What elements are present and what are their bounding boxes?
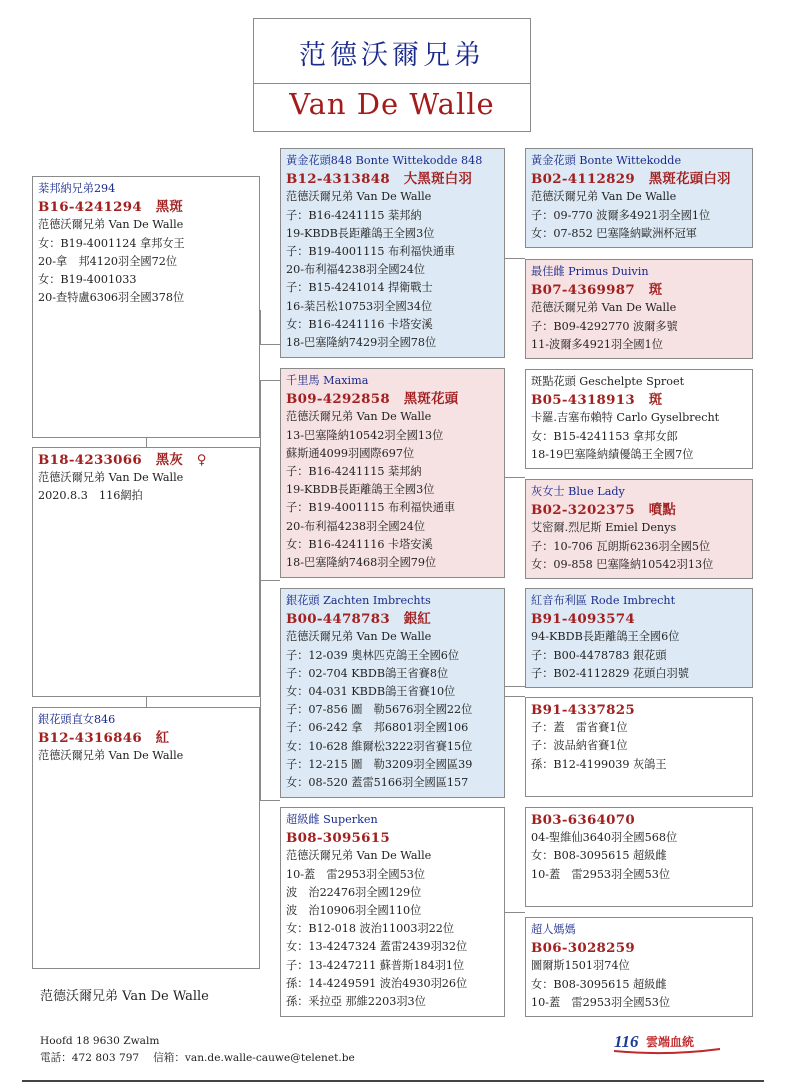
bottom-rule xyxy=(22,1080,764,1082)
connector-dam-dd xyxy=(260,800,280,801)
footer-contact xyxy=(40,1033,355,1067)
dd-line: 波 治10906羽全國110位 xyxy=(286,904,422,918)
connector-sd-stem xyxy=(260,380,261,580)
ddd-ring: B06-3028259 xyxy=(531,940,636,957)
ds-line: 女：04-031 KBDB鴿王省賽10位 xyxy=(286,685,456,699)
ssd-card xyxy=(525,259,753,359)
sd-line: 20-布利福4238羽全國24位 xyxy=(286,519,426,533)
dss-name: 紅音布利區 Rode Imbrecht xyxy=(531,594,676,607)
sd-line: 19-KBDB長距離鴿王全國3位 xyxy=(286,483,435,497)
subject-ring: B18-4233066 黑灰 ♀ xyxy=(38,452,207,468)
ss-line: 20-布利福4238羽全國24位 xyxy=(286,263,426,277)
sd-ring: B09-4292858 黑斑花頭 xyxy=(286,391,459,408)
connector-sire-subject xyxy=(146,437,147,447)
dd-line: 女：13-4247324 蓋雷2439羽32位 xyxy=(286,940,468,954)
subject-card xyxy=(32,447,260,697)
sd-name: 千里馬 Maxima xyxy=(286,374,369,387)
connector-ds-dsd xyxy=(505,696,525,697)
connector-sd-sdd xyxy=(505,477,525,478)
ds-ring: B00-4478783 銀紅 xyxy=(286,611,432,628)
subject-breeder: 范德沃爾兄弟 Van De Walle xyxy=(38,471,184,485)
connector-sire-ss xyxy=(260,344,280,345)
ss-line: 女：B16-4241116 卡塔安溪 xyxy=(286,317,433,331)
sire-line: 女：B19-4001124 拿邦女王 xyxy=(38,236,185,250)
dsd-card xyxy=(525,697,753,797)
title-english: Van De Walle xyxy=(289,87,495,121)
ds-line: 子：12-039 奧林匹克鴿王全國6位 xyxy=(286,648,460,662)
title-chinese: 范德沃爾兄弟 xyxy=(299,40,485,71)
sdd-ring: B02-3202375 噴點 xyxy=(531,502,677,519)
sss-name: 黃金花頭 Bonte Wittekodde xyxy=(531,154,682,167)
dd-line: 波 治22476羽全國129位 xyxy=(286,885,422,899)
ss-line: 范德沃爾兄弟 Van De Walle xyxy=(286,190,432,204)
ssd-line: 范德沃爾兄弟 Van De Walle xyxy=(531,301,677,315)
connector-ss-ssd xyxy=(505,258,525,259)
ss-line: 16-棻呂松10753羽全國34位 xyxy=(286,299,433,313)
dd-line: 子：13-4247211 蘇普斯184羽1位 xyxy=(286,958,465,972)
title-divider xyxy=(254,83,530,84)
sire-line: 范德沃爾兄弟 Van De Walle xyxy=(38,218,184,232)
dd-card xyxy=(280,807,505,1017)
sdd-line: 子：10-706 瓦朗斯6236羽全國5位 xyxy=(531,539,711,553)
logo-graphic xyxy=(612,1030,722,1056)
ds-line: 子：12-215 圖 勒3209羽全國區39 xyxy=(286,757,473,771)
ss-name: 黃金花頭848 Bonte Wittekodde 848 xyxy=(286,154,483,167)
sire-ring: B16-4241294 黑斑 xyxy=(38,199,184,216)
sss-card xyxy=(525,148,753,248)
sd-line: 范德沃爾兄弟 Van De Walle xyxy=(286,410,432,424)
dds-card xyxy=(525,807,753,907)
subject-sale: 2020.8.3 116網拍 xyxy=(38,489,143,503)
ssd-line: 11-波爾多4921羽全國1位 xyxy=(531,337,663,351)
breeder-signature: 范德沃爾兄弟 Van De Walle xyxy=(40,989,209,1004)
sd-line: 18-巴塞隆納7468羽全國79位 xyxy=(286,556,437,570)
ss-ring: B12-4313848 大黑斑白羽 xyxy=(286,171,473,188)
dam-name: 銀花頭直女846 xyxy=(38,713,116,726)
sss-line: 子：09-770 波爾多4921羽全國1位 xyxy=(531,208,711,222)
sd-line: 女：B16-4241116 卡塔安溪 xyxy=(286,537,433,551)
dss-line: 94-KBDB長距離鴿王全國6位 xyxy=(531,630,680,644)
ds-card xyxy=(280,588,505,798)
sd-line: 蘇斯通4099羽國際697位 xyxy=(286,446,415,460)
dsd-line: 子：蓋 雷省賽1位 xyxy=(531,721,628,735)
ss-card xyxy=(280,148,505,358)
ssd-ring: B07-4369987 斑 xyxy=(531,282,663,299)
sd-line: 子：B16-4241115 棻邦納 xyxy=(286,465,422,479)
header-box xyxy=(253,18,531,132)
dss-card xyxy=(525,588,753,688)
ss-line: 19-KBDB長距離鴿王全國3位 xyxy=(286,226,435,240)
sire-card xyxy=(32,176,260,438)
connector-dam-ds xyxy=(260,580,280,581)
dam-card xyxy=(32,707,260,969)
logo-text: 雲端血統 xyxy=(646,1035,695,1049)
sdd-line: 女：09-858 巴塞隆納10542羽13位 xyxy=(531,557,714,571)
connector-dam-stem xyxy=(260,580,261,800)
sss-line: 女：07-852 巴塞隆納歐洲杯冠軍 xyxy=(531,226,697,240)
dss-line: 子：B00-4478783 銀花頭 xyxy=(531,648,667,662)
connector-dd-ddd xyxy=(505,912,525,913)
sdd-name: 灰女士 Blue Lady xyxy=(531,485,625,498)
dd-line: 孫：釆拉亞 那維2203羽3位 xyxy=(286,995,426,1009)
dss-line: 子：B02-4112829 花頭白羽號 xyxy=(531,666,689,680)
dsd-ring: B91-4337825 xyxy=(531,702,636,718)
dd-line: 10-蓋 雷2953羽全國53位 xyxy=(286,867,426,881)
ds-line: 女：08-520 蓋雷5166羽全國區157 xyxy=(286,776,469,790)
ds-line: 子：07-856 圖 勒5676羽全國22位 xyxy=(286,703,473,717)
sss-ring: B02-4112829 黑斑花頭白羽 xyxy=(531,171,731,188)
sds-line: 女：B15-4241153 拿邦女郎 xyxy=(531,429,678,443)
dds-line: 女：B08-3095615 超級雌 xyxy=(531,849,667,863)
dsd-line: 孫：B12-4199039 灰鴿王 xyxy=(531,757,667,771)
dd-ring: B08-3095615 xyxy=(286,830,391,847)
ss-line: 子：B19-4001115 布利福快通車 xyxy=(286,245,456,259)
sds-name: 斑點花頭 Geschelpte Sproet xyxy=(531,375,685,388)
ss-line: 18-巴塞隆納7429羽全國78位 xyxy=(286,336,437,350)
dam-ring: B12-4316846 紅 xyxy=(38,730,170,747)
sd-card xyxy=(280,368,505,578)
dds-line: 04-聖維仙3640羽全國568位 xyxy=(531,831,678,845)
brand-logo xyxy=(612,1030,722,1056)
dss-ring: B91-4093574 xyxy=(531,611,636,628)
sds-line: 18-19巴塞隆納績優鴿王全國7位 xyxy=(531,447,694,461)
ds-name: 銀花頭 Zachten Imbrechts xyxy=(286,594,431,607)
sire-line: 女：B19-4001033 xyxy=(38,273,137,287)
ssd-name: 最佳雌 Primus Duivin xyxy=(531,265,649,278)
ss-line: 子：B16-4241115 棻邦納 xyxy=(286,208,422,222)
sire-line: 20-查特盧6306羽全國378位 xyxy=(38,291,185,305)
ddd-card xyxy=(525,917,753,1017)
address-line: Hoofd 18 9630 Zwalm xyxy=(40,1035,160,1047)
dsd-line: 子：波品納省賽1位 xyxy=(531,739,628,753)
dds-ring: B03-6364070 xyxy=(531,812,636,828)
dd-line: 女：B12-018 波治11003羽22位 xyxy=(286,922,455,936)
connector-ds-dss xyxy=(505,686,525,687)
sd-line: 13-巴塞隆納10542羽全國13位 xyxy=(286,428,444,442)
ssd-line: 子：B09-4292770 波爾多號 xyxy=(531,319,678,333)
connector-subject-dam xyxy=(146,697,147,707)
sdd-card xyxy=(525,479,753,579)
connector-sire-stem xyxy=(260,310,261,345)
ddd-name: 超人媽媽 xyxy=(531,923,576,936)
sire-line: 20-拿 邦4120羽全國72位 xyxy=(38,254,178,268)
ss-line: 子：B15-4241014 捍衛戰士 xyxy=(286,281,433,295)
sds-ring: B05-4318913 斑 xyxy=(531,392,663,409)
sds-line: 卡羅.吉塞布賴特 Carlo Gyselbrecht xyxy=(531,411,720,425)
sss-line: 范德沃爾兄弟 Van De Walle xyxy=(531,190,677,204)
dds-line: 10-蓋 雷2953羽全國53位 xyxy=(531,867,671,881)
contact-line: 電話：472 803 797 信箱：van.de.walle-cauwe@telenet.be xyxy=(40,1052,355,1064)
dam-line: 范德沃爾兄弟 Van De Walle xyxy=(38,749,184,763)
dd-line: 范德沃爾兄弟 Van De Walle xyxy=(286,849,432,863)
sdd-line: 艾密爾.烈尼斯 Emiel Denys xyxy=(531,521,677,535)
ds-line: 范德沃爾兄弟 Van De Walle xyxy=(286,630,432,644)
logo-number: 116 xyxy=(614,1032,639,1051)
ddd-line: 圖爾斯1501羽74位 xyxy=(531,959,630,973)
connector-sire-sd xyxy=(260,380,280,381)
sd-line: 子：B19-4001115 布利福快通車 xyxy=(286,501,456,515)
sds-card xyxy=(525,369,753,469)
ddd-line: 10-蓋 雷2953羽全國53位 xyxy=(531,995,671,1009)
dd-name: 超級雌 Superken xyxy=(286,813,378,826)
ds-line: 子：02-704 KBDB鴿王省賽8位 xyxy=(286,666,449,680)
dd-line: 孫：14-4249591 波治4930羽26位 xyxy=(286,976,468,990)
ddd-line: 女：B08-3095615 超級雌 xyxy=(531,977,667,991)
ds-line: 子：06-242 拿 邦6801羽全國106 xyxy=(286,721,469,735)
sire-name: 棻邦納兄弟294 xyxy=(38,182,116,195)
ds-line: 女：10-628 維爾松3222羽省賽15位 xyxy=(286,739,473,753)
